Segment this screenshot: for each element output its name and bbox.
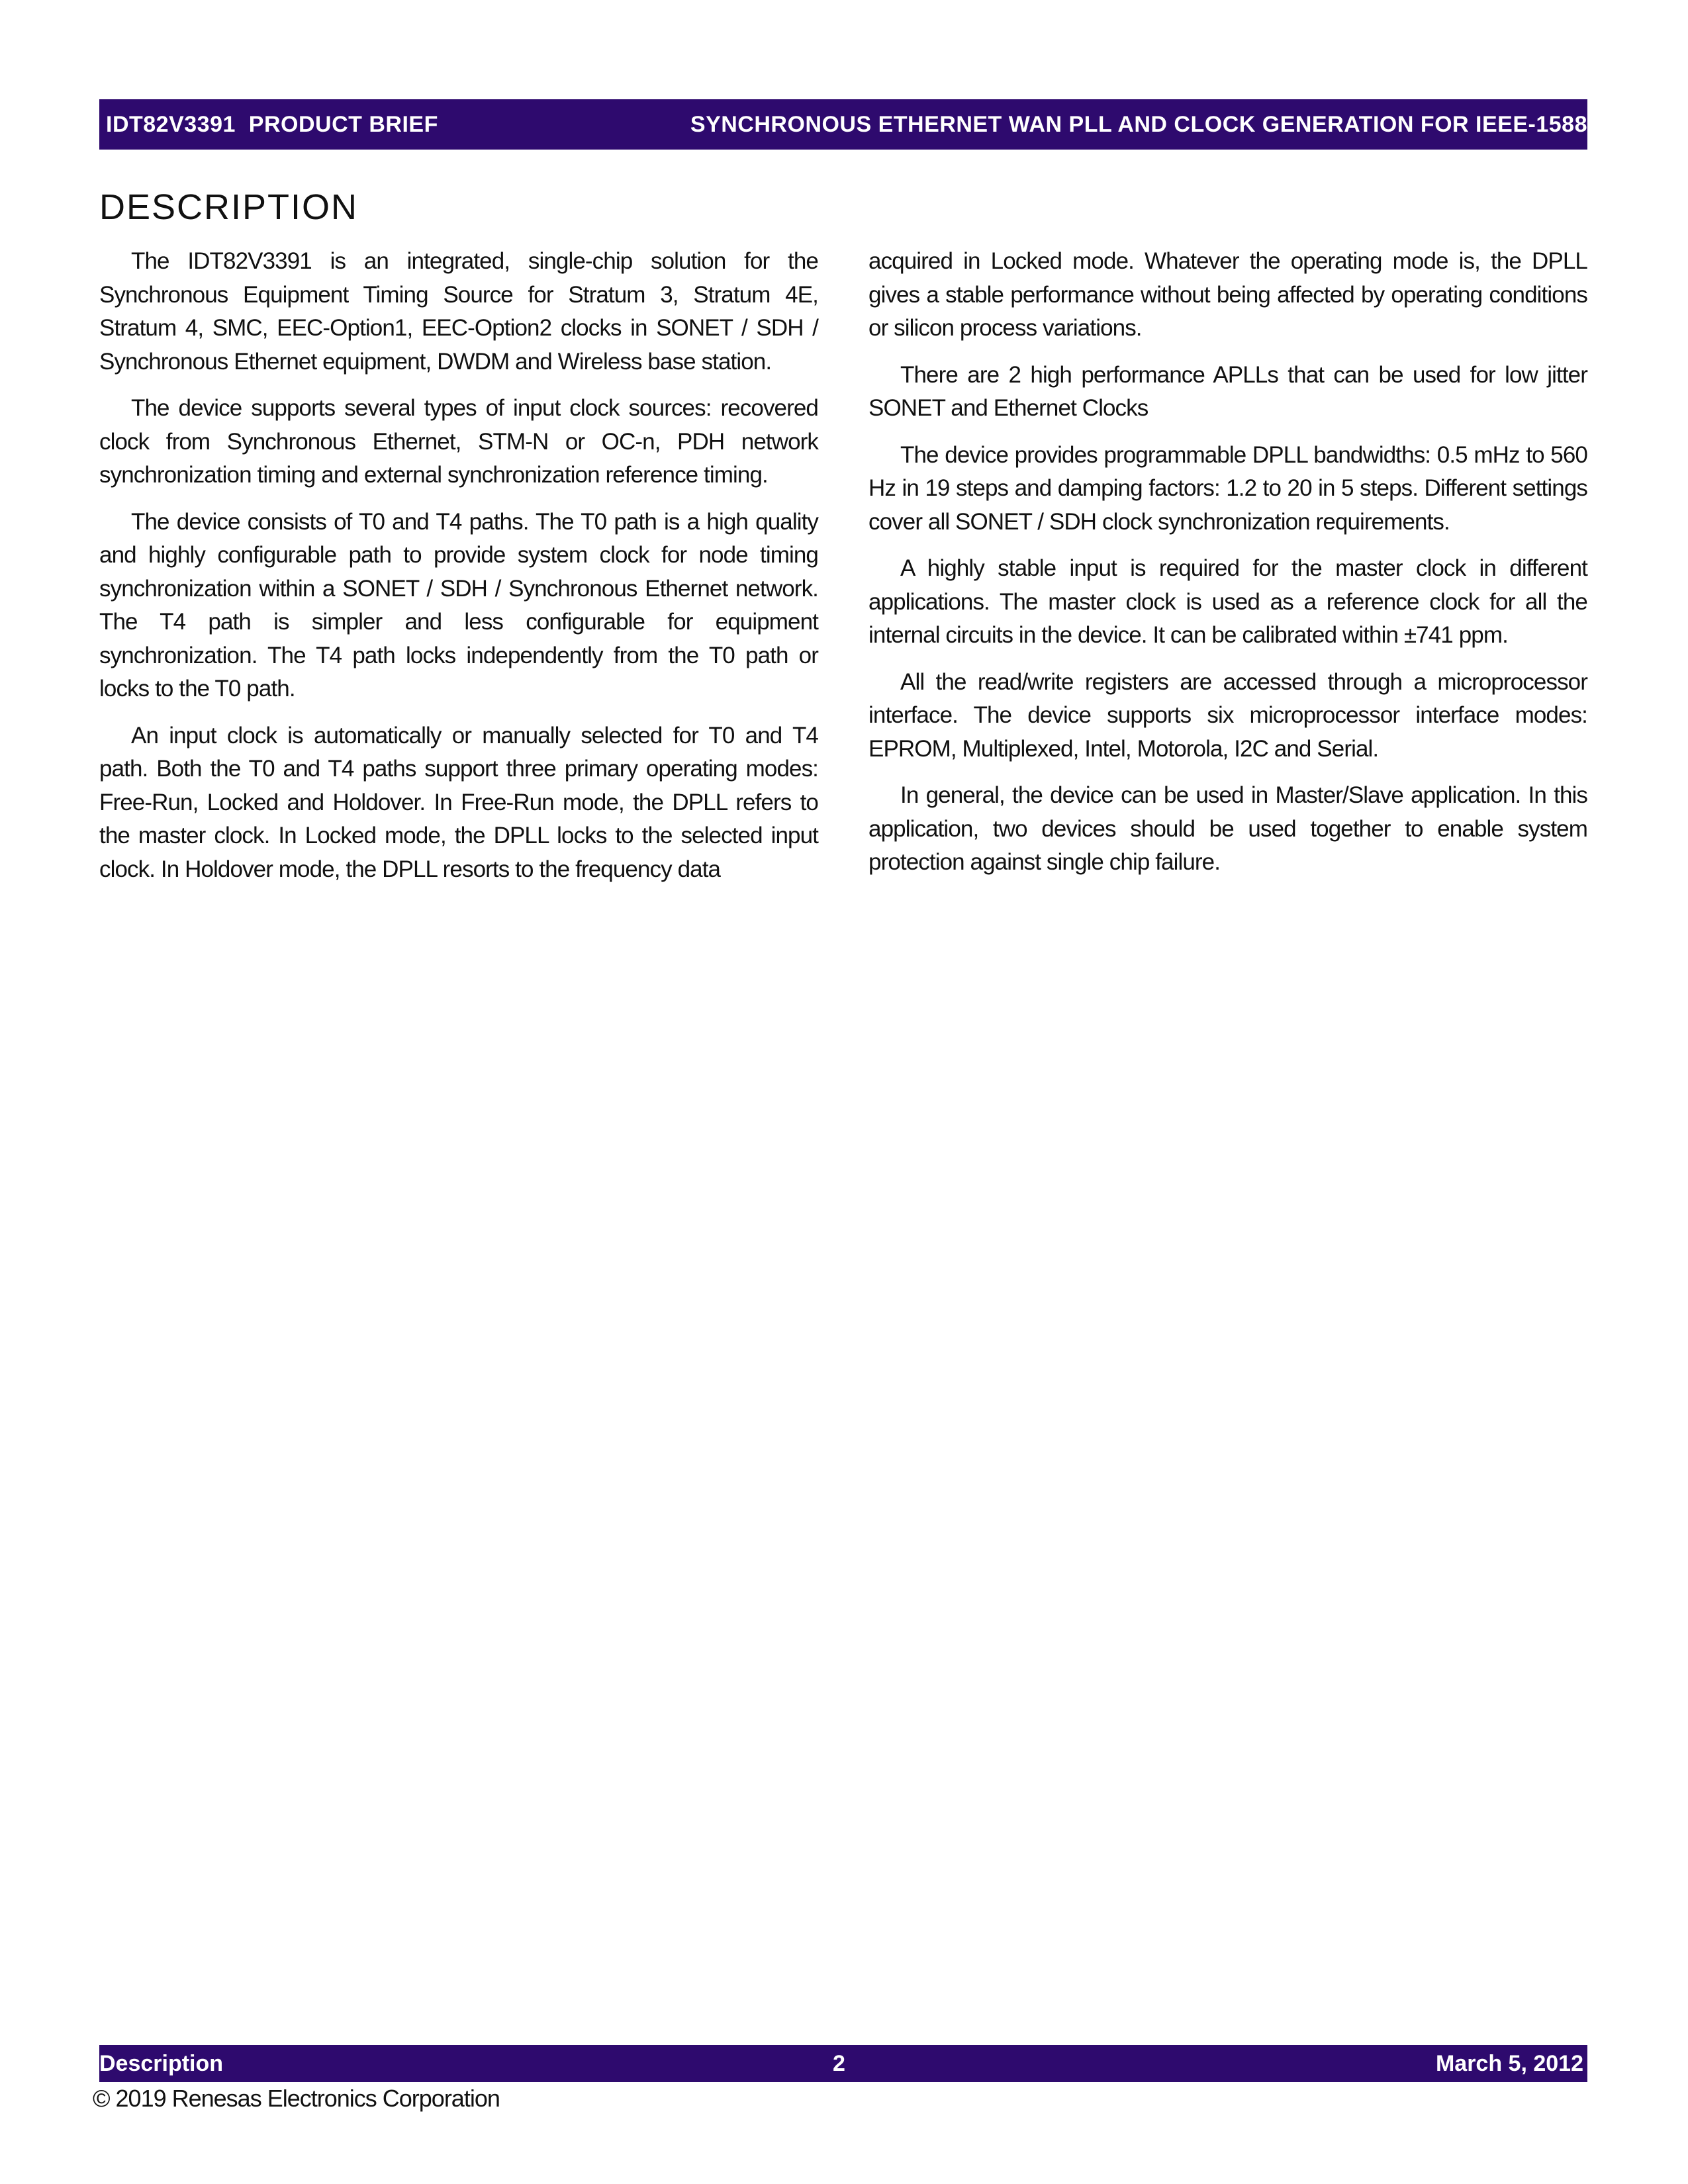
- footer-bar: [99, 2045, 1587, 2082]
- paragraph: In general, the device can be used in Master/Slave application. In this application, two devices should be used together to enable system protection against single chip failure.: [868, 782, 1587, 875]
- footer-date: March 5, 2012: [1435, 2051, 1583, 2076]
- left-text-column: [99, 245, 818, 899]
- page-number: 2: [833, 2051, 845, 2076]
- paragraph-continuation: acquired in Locked mode. Whatever the operating mode is, the DPLL gives a stable performance without being affected by operating conditions or silicon process variations.: [868, 248, 1587, 341]
- paragraph: The device supports several types of input clock sources: recovered clock from Synchronous Ethernet, STM-N or OC-n, PDH network synchronization timing and external synchronization reference timing.: [99, 395, 818, 488]
- header-product-title: IDT82V3391 PRODUCT BRIEF: [106, 112, 438, 137]
- section-title: DESCRIPTION: [99, 187, 359, 227]
- header-bar: [99, 99, 1587, 150]
- copyright-notice: © 2019 Renesas Electronics Corporation: [93, 2085, 500, 2112]
- paragraph: There are 2 high performance APLLs that can be used for low jitter SONET and Ethernet Clocks: [868, 361, 1587, 421]
- right-text-column: [868, 245, 1587, 893]
- paragraph: A highly stable input is required for the master clock in different applications. The master clock is used as a reference clock for all the internal circuits in the device. It can be calibrated within ±741 ppm.: [868, 555, 1587, 648]
- paragraph: An input clock is automatically or manually selected for T0 and T4 path. Both the T0 and T4 paths support three primary operating modes: Free-Run, Locked and Holdover. In Free-Run mode, the DPLL refers to the master clock. In Locked mode, the DPLL locks to the selected input clock. In Holdover mode, the DPLL resorts to the frequency data: [99, 722, 818, 882]
- footer-section-name: Description: [99, 2051, 224, 2076]
- paragraph: All the read/write registers are accessed through a microprocessor interface. The device supports six microprocessor interface modes: EPROM, Multiplexed, Intel, Motorola, I2C and Serial.: [868, 668, 1587, 762]
- header-document-subject: SYNCHRONOUS ETHERNET WAN PLL AND CLOCK GENERATION FOR IEEE-1588: [690, 112, 1587, 137]
- paragraph: The device provides programmable DPLL bandwidths: 0.5 mHz to 560 Hz in 19 steps and damping factors: 1.2 to 20 in 5 steps. Different settings cover all SONET / SDH clock synchronization requirements.: [868, 441, 1587, 535]
- paragraph: The device consists of T0 and T4 paths. The T0 path is a high quality and highly configurable path to provide system clock for node timing synchronization within a SONET / SDH / Synchronous Ethernet network. The T4 path is simpler and less configurable for equipment synchronization. The T4 path locks independently from the T0 path or locks to the T0 path.: [99, 508, 818, 702]
- paragraph: The IDT82V3391 is an integrated, single-chip solution for the Synchronous Equipment Timing Source for Stratum 3, Stratum 4E, Stratum 4, SMC, EEC-Option1, EEC-Option2 clocks in SONET / SDH / Synchronous Ethernet equipment, DWDM and Wireless base station.: [99, 248, 818, 375]
